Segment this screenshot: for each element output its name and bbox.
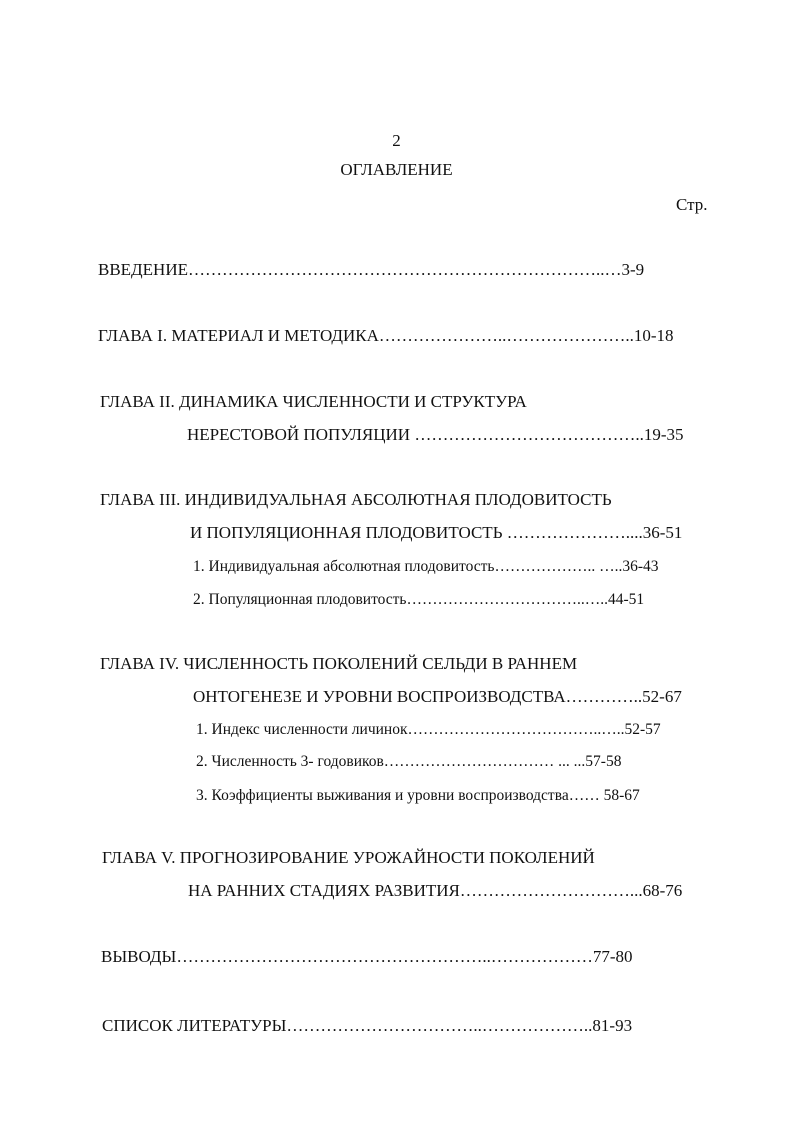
toc-entry-chapter-4-line-2: ОНТОГЕНЕЗЕ И УРОВНИ ВОСПРОИЗВОДСТВА…………..52-67 [193, 687, 682, 706]
toc-entry-chapter-1: ГЛАВА I. МАТЕРИАЛ И МЕТОДИКА…………………..…………………..10-18 [98, 326, 674, 345]
page-column-label: Стр. [676, 195, 708, 214]
toc-entry-chapter-2-line-1: ГЛАВА II. ДИНАМИКА ЧИСЛЕННОСТИ И СТРУКТУРА [100, 392, 527, 411]
toc-entry-references: СПИСОК ЛИТЕРАТУРЫ……………………………..………………..81-93 [102, 1016, 633, 1035]
toc-entry-introduction: ВВЕДЕНИЕ………………………………………………………………..…3-9 [98, 260, 645, 279]
toc-entry-chapter-5-line-1: ГЛАВА V. ПРОГНОЗИРОВАНИЕ УРОЖАЙНОСТИ ПОКОЛЕНИЙ [102, 848, 595, 867]
toc-entry-chapter-4-section-1: 1. Индекс численности личинок………………………………..…..52-57 [196, 721, 661, 738]
toc-entry-chapter-5-line-2: НА РАННИХ СТАДИЯХ РАЗВИТИЯ…………………………...68-76 [188, 881, 683, 900]
toc-entry-chapter-3-line-1: ГЛАВА III. ИНДИВИДУАЛЬНАЯ АБСОЛЮТНАЯ ПЛОДОВИТОСТЬ [100, 490, 612, 509]
toc-entry-conclusions: ВЫВОДЫ………………………………………………..………………77-80 [101, 947, 633, 966]
page-number: 2 [392, 131, 401, 150]
toc-entry-chapter-4-line-1: ГЛАВА IV. ЧИСЛЕННОСТЬ ПОКОЛЕНИЙ СЕЛЬДИ В РАННЕМ [100, 654, 578, 673]
toc-entry-chapter-2-line-2: НЕРЕСТОВОЙ ПОПУЛЯЦИИ …………………………………..19-35 [187, 425, 684, 444]
toc-entry-chapter-3-section-2: 2. Популяционная плодовитость……………………………..…..44-51 [193, 591, 645, 608]
toc-entry-chapter-4-section-3: 3. Коэффициенты выживания и уровни воспроизводства…… 58-67 [196, 787, 640, 804]
toc-entry-chapter-3-line-2: И ПОПУЛЯЦИОННАЯ ПЛОДОВИТОСТЬ …………………....36-51 [190, 523, 683, 542]
page-title: ОГЛАВЛЕНИЕ [340, 160, 453, 179]
toc-entry-chapter-3-section-1: 1. Индивидуальная абсолютная плодовитость……………….. …..36-43 [193, 558, 659, 575]
toc-entry-chapter-4-section-2: 2. Численность 3- годовиков…………………………… ... ...57-58 [196, 753, 622, 770]
